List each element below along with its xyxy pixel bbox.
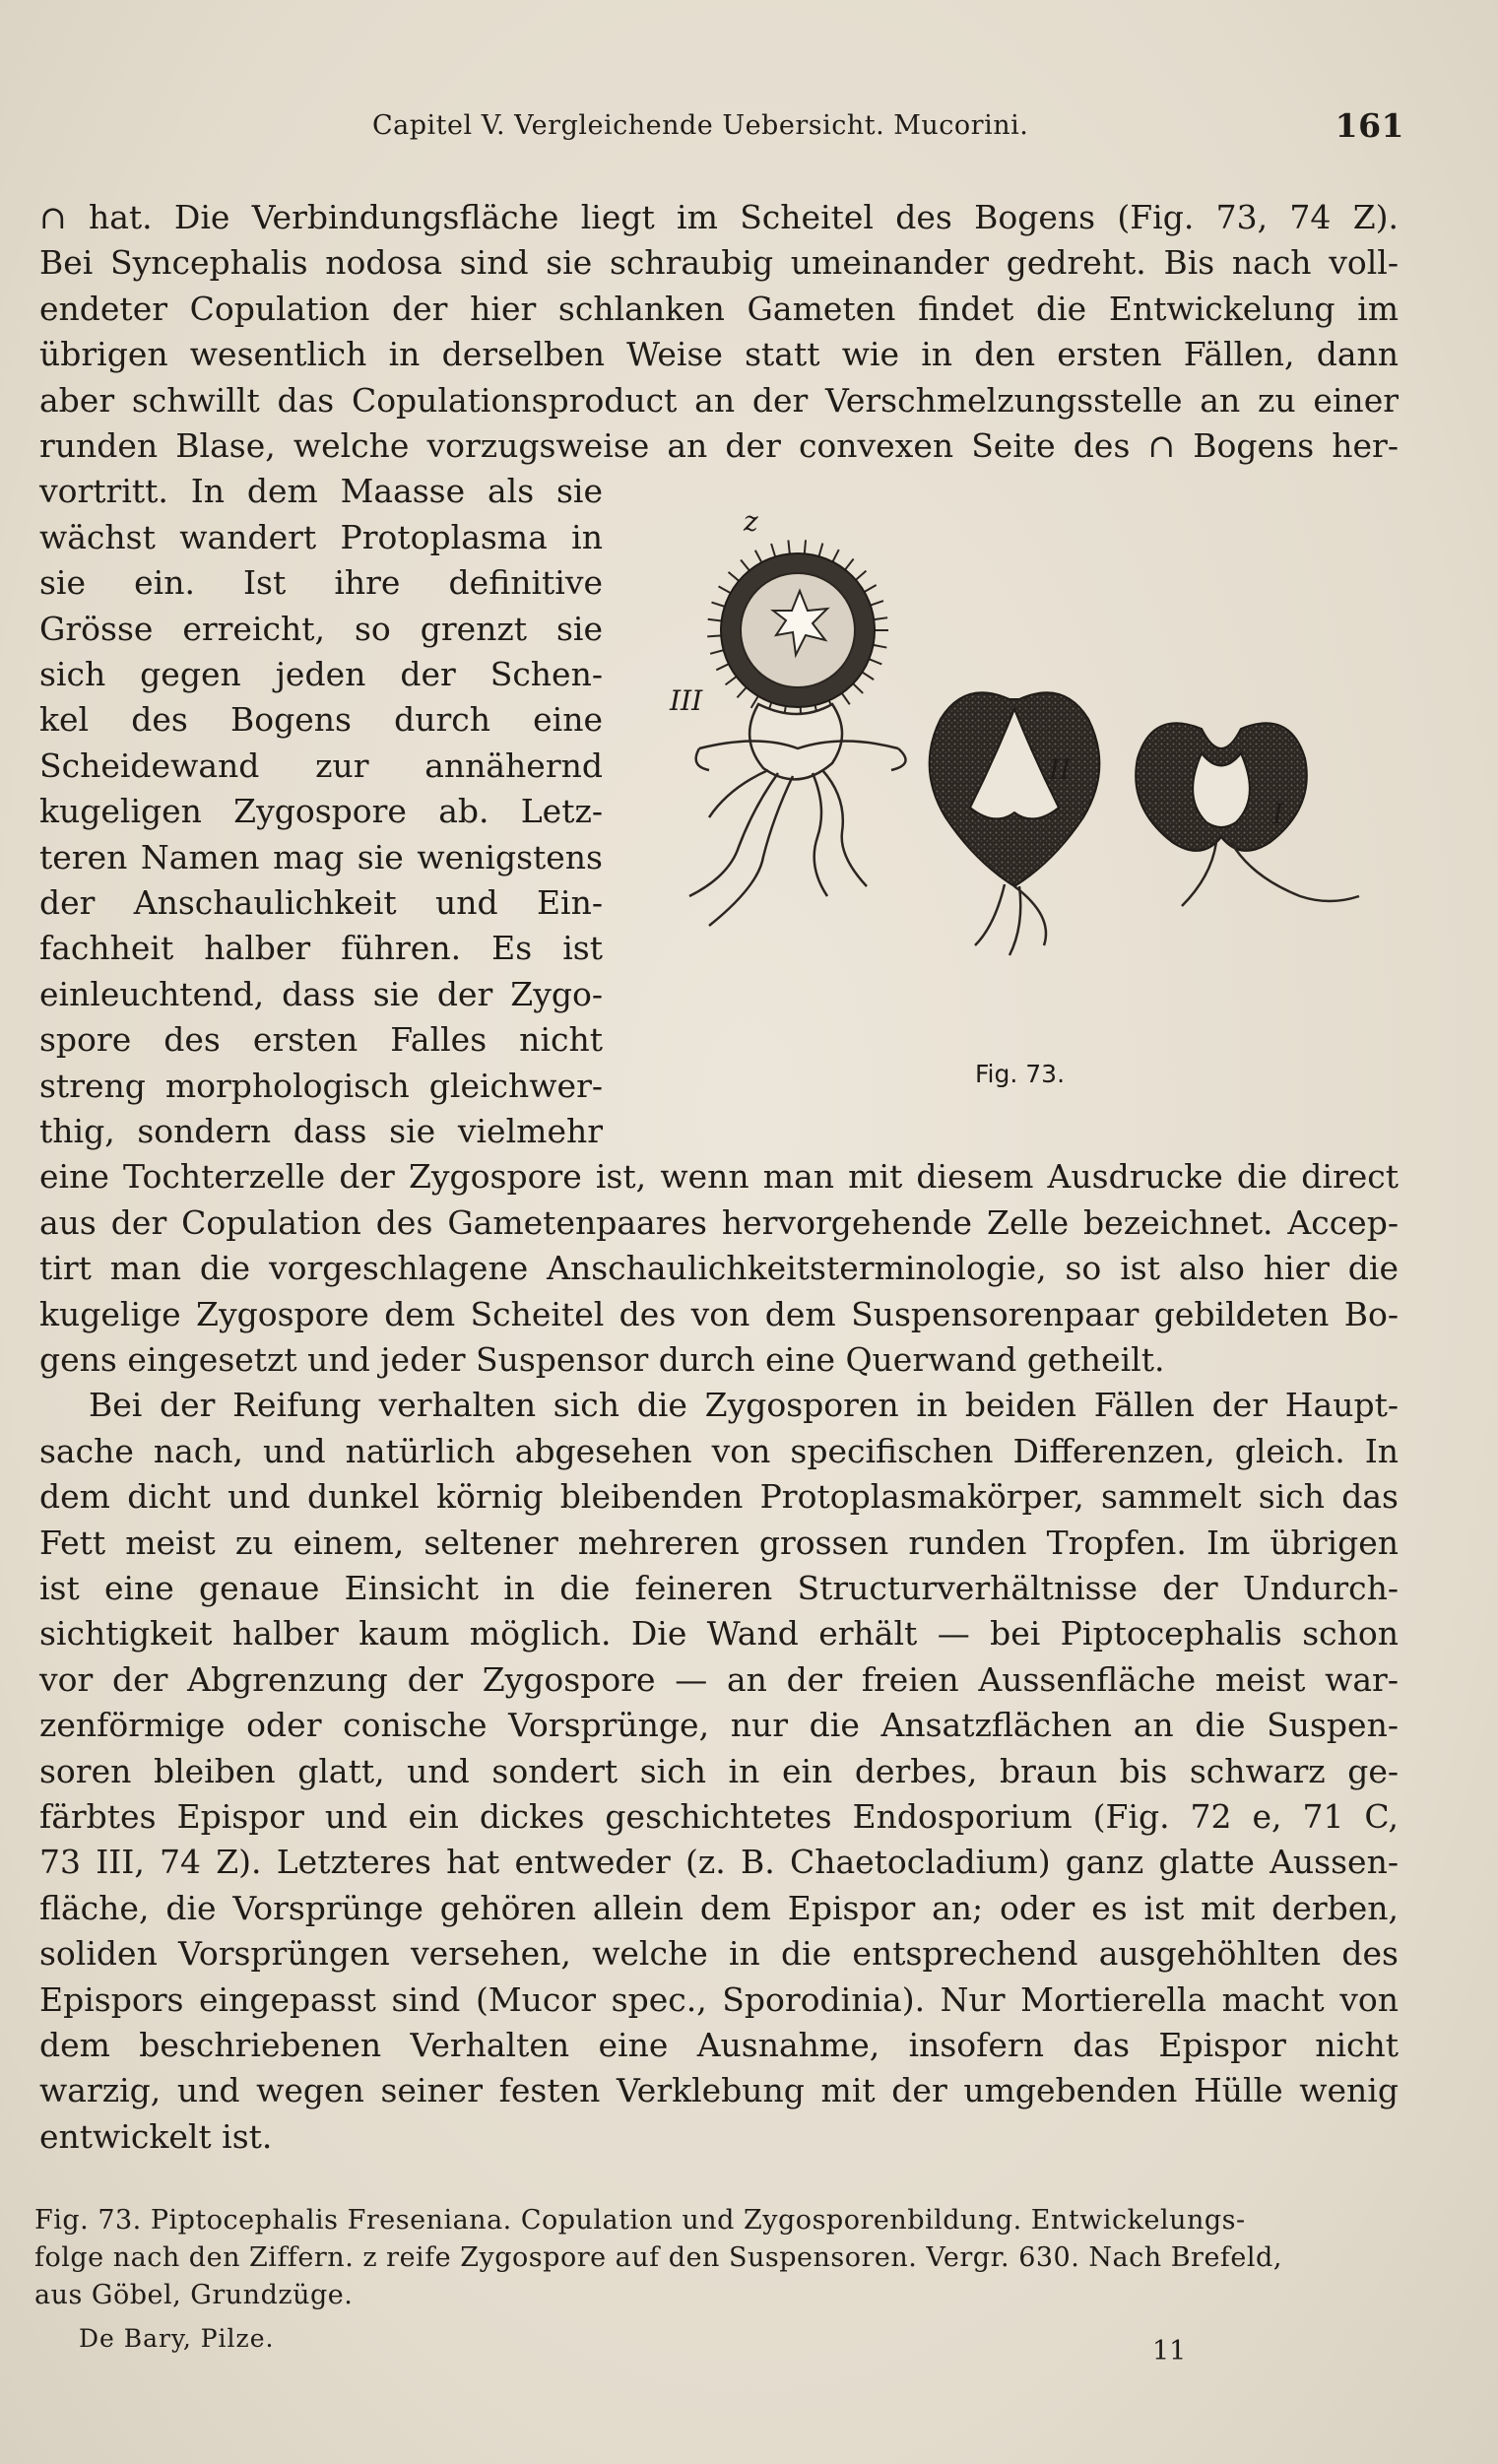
text-line: übrigen wesentlich in derselben Weise statt wie in den ersten Fällen, dann (39, 335, 1399, 374)
text-line: ist eine genaue Einsicht in die feineren Structurverhältnisse der Undurch- (39, 1569, 1399, 1607)
text-line: warzig, und wegen seiner festen Verklebung mit der umgebenden Hülle wenig (39, 2071, 1399, 2110)
text-line: kugeligen Zygospore ab. Letz- (39, 792, 603, 831)
caption-line: Fig. 73. Piptocephalis Freseniana. Copulation und Zygosporenbildung. Entwickelungs- (34, 2205, 1246, 2236)
text-line: soliden Vorsprüngen versehen, welche in die entsprechend ausgehöhlten des (39, 1934, 1399, 1974)
text-line: soren bleiben glatt, und sondert sich in ein derbes, braun bis schwarz ge- (39, 1751, 1399, 1790)
label-III: III (670, 684, 703, 717)
text-line: 73 III, 74 Z). Letzteres hat entweder (z. B. Chaetocladium) ganz glatte Aussen- (39, 1843, 1399, 1882)
caption-line: folge nach den Ziffern. z reife Zygospore auf den Suspensoren. Vergr. 630. Nach Brefeld, (34, 2242, 1282, 2273)
text-line: fachheit halber führen. Es ist (39, 929, 603, 968)
label-z: z (744, 505, 758, 538)
text-line: tirt man die vorgeschlagene Anschaulichkeitsterminologie, so ist also hier die (39, 1249, 1399, 1288)
figure-73 (670, 505, 1399, 1103)
text-line: gens eingesetzt und jeder Suspensor durch eine Querwand getheilt. (39, 1340, 1165, 1379)
text-line: kel des Bogens durch eine (39, 700, 603, 740)
text-line: aber schwillt das Copulationsproduct an der Verschmelzungsstelle an zu einer (39, 380, 1399, 420)
text-line: färbtes Epispor und ein dickes geschichtetes Endosporium (Fig. 72 e, 71 C, (39, 1797, 1399, 1836)
text-line: Fett meist zu einem, seltener mehreren grossen runden Tropfen. Im übrigen (39, 1523, 1399, 1562)
figure-number: Fig. 73. (975, 1060, 1066, 1088)
text-line: Bei der Reifung verhalten sich die Zygosporen in beiden Fällen der Haupt- (89, 1386, 1399, 1425)
caption-line: aus Göbel, Grundzüge. (34, 2280, 354, 2310)
text-line: dem dicht und dunkel körnig bleibenden Protoplasmakörper, sammelt sich das (39, 1477, 1399, 1517)
text-line: thig, sondern dass sie vielmehr (39, 1112, 603, 1150)
text-line: sache nach, und natürlich abgesehen von specifischen Differenzen, gleich. In (39, 1431, 1399, 1470)
text-line: ∩ hat. Die Verbindungsfläche liegt im Scheitel des Bogens (Fig. 73, 74 Z). (39, 198, 1399, 236)
running-title: Capitel V. Vergleichende Uebersicht. Mucorini. (372, 110, 1029, 141)
text-line: dem beschriebenen Verhalten eine Ausnahme, insofern das Epispor nicht (39, 2026, 1399, 2064)
text-line: Epispors eingepasst sind (Mucor spec., Sporodinia). Nur Mortierella macht von (39, 1979, 1399, 2019)
text-line: einleuchtend, dass sie der Zygo- (39, 974, 603, 1013)
text-line: vor der Abgrenzung der Zygospore — an der freien Aussenfläche meist war- (39, 1659, 1399, 1699)
stage-II-copulation (930, 692, 1100, 955)
text-line: zenförmige oder conische Vorsprünge, nur die Ansatzflächen an die Suspen- (39, 1706, 1399, 1745)
text-line: Bei Syncephalis nodosa sind sie schraubig umeinander gedreht. Bis nach voll- (39, 243, 1399, 283)
text-line: entwickelt ist. (39, 2116, 273, 2156)
stage-III-zygospore (689, 540, 906, 926)
text-line: fläche, die Vorsprünge gehören allein dem Epispor an; oder es ist mit derben, (39, 1888, 1399, 1927)
zygospore-illustration (670, 512, 1399, 1103)
text-line: aus der Copulation des Gametenpaares hervorgehende Zelle bezeichnet. Accep- (39, 1202, 1399, 1242)
text-line: teren Namen mag sie wenigstens (39, 837, 603, 876)
text-line: endeter Copulation der hier schlanken Gameten findet die Entwickelung im (39, 289, 1399, 328)
text-line: vortritt. In dem Maasse als sie (39, 472, 603, 511)
text-line: sichtigkeit halber kaum möglich. Die Wand erhält — bei Piptocephalis schon (39, 1614, 1399, 1653)
stage-I-gametes (1136, 723, 1359, 906)
text-line: runden Blase, welche vorzugsweise an der convexen Seite des ∩ Bogens her- (39, 426, 1399, 465)
text-line: kugelige Zygospore dem Scheitel des von dem Suspensorenpaar gebildeten Bo- (39, 1294, 1399, 1333)
page-number: 161 (1335, 106, 1404, 145)
text-line: sich gegen jeden der Schen- (39, 655, 603, 693)
text-line: wächst wandert Protoplasma in (39, 517, 603, 556)
text-line: spore des ersten Falles nicht (39, 1020, 603, 1060)
text-line: eine Tochterzelle der Zygospore ist, wenn man mit diesem Ausdrucke die direct (39, 1157, 1399, 1197)
text-line: sie ein. Ist ihre definitive (39, 563, 603, 603)
label-I: I (1272, 798, 1284, 830)
text-line: der Anschaulichkeit und Ein- (39, 883, 603, 922)
text-line: streng morphologisch gleichwer- (39, 1066, 603, 1105)
text-line: Scheidewand zur annähernd (39, 746, 603, 785)
text-line: Grösse erreicht, so grenzt sie (39, 609, 603, 648)
gathering-number: 11 (1152, 2336, 1187, 2367)
figure-caption (34, 2202, 1399, 2314)
signature-mark: De Bary, Pilze. (79, 2324, 275, 2353)
label-II: II (1049, 753, 1072, 786)
